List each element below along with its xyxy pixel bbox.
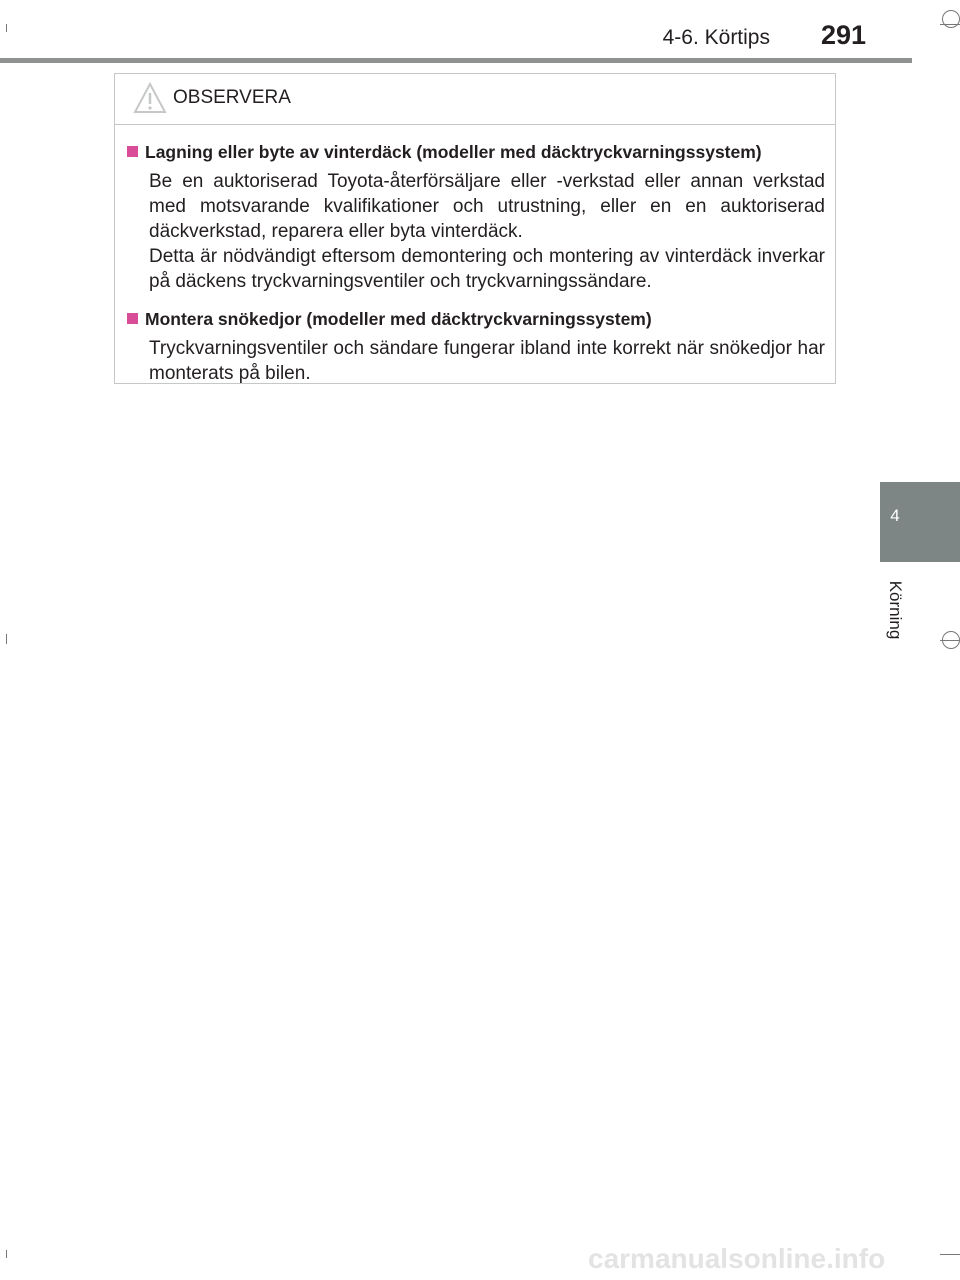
watermark: carmanualsonline.info	[588, 1243, 886, 1274]
crop-mark	[940, 1254, 960, 1255]
paragraph: Detta är nödvändigt eftersom demontering och montering av vinterdäck inverkar på däckens tryckvarningsventiler och tryckvarningssändare.	[149, 246, 825, 292]
paragraph: Tryckvarningsventiler och sändare fungerar ibland inte korrekt när snökedjor har monterats på bilen.	[149, 338, 825, 384]
section-heading	[123, 306, 825, 332]
section-heading	[123, 139, 825, 165]
page-number: 291	[820, 20, 866, 50]
caution-section	[123, 139, 825, 294]
square-bullet-icon	[127, 313, 138, 324]
crop-mark	[6, 634, 7, 644]
chapter-tab-label: Körning	[886, 580, 905, 640]
square-bullet-icon	[127, 146, 138, 157]
caution-box	[114, 73, 836, 384]
caution-title: OBSERVERA	[173, 87, 291, 108]
header-rule	[0, 58, 912, 63]
caution-body	[115, 125, 835, 386]
crop-mark	[6, 1250, 7, 1258]
registration-mark	[942, 631, 960, 649]
section-heading-text: Montera snökedjor (modeller med däcktryckvarningssystem)	[145, 309, 652, 329]
caution-section	[123, 306, 825, 386]
chapter-header: 4-6. Körtips	[662, 26, 770, 49]
section-text	[149, 336, 825, 386]
section-heading-text: Lagning eller byte av vinterdäck (modeller med däcktryckvarningssystem)	[145, 142, 762, 162]
chapter-tab-number: 4	[890, 506, 900, 525]
section-text	[149, 169, 825, 294]
warning-triangle-icon	[133, 82, 167, 114]
caution-header	[115, 74, 835, 125]
registration-mark	[942, 10, 960, 28]
crop-mark	[6, 24, 7, 32]
paragraph: Be en auktoriserad Toyota-återförsäljare eller -verkstad eller annan verkstad med motsvarande kvalifikationer och utrustning, eller en en auktoriserad däckverkstad, reparera eller byta vinterdäck.	[149, 171, 825, 242]
